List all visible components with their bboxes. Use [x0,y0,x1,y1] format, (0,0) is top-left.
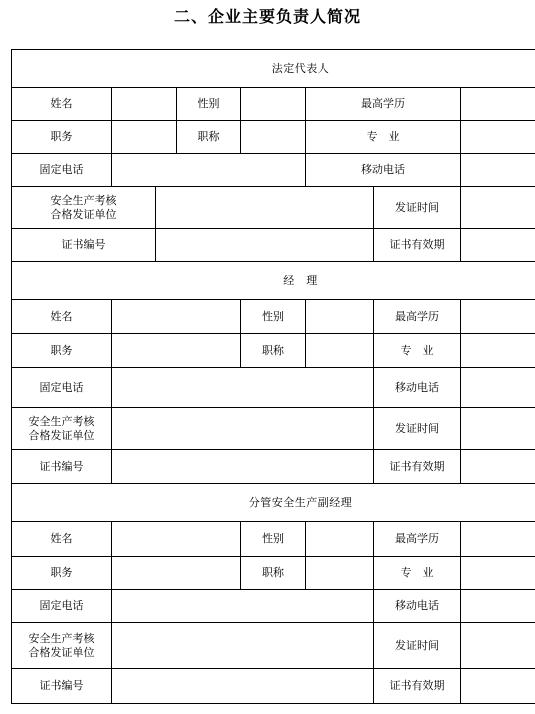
gender-field[interactable] [306,300,374,334]
validity-label: 证书有效期 [374,229,461,262]
section-header-row [12,262,535,300]
issue-date-field[interactable] [461,408,535,450]
cert-no-label: 证书编号 [12,669,112,704]
issuer-label [12,623,112,669]
table-row [12,522,535,557]
issuer-field[interactable] [112,408,374,450]
position-label: 职务 [12,334,112,368]
gender-label: 性别 [241,300,306,334]
issuer-label-line1: 安全生产考核 [50,193,117,207]
education-field[interactable] [461,300,535,334]
cert-no-label: 证书编号 [12,450,112,484]
mobile-label: 移动电话 [374,590,461,623]
landline-field[interactable] [112,154,306,187]
table-row [12,121,535,154]
validity-field[interactable] [461,229,535,262]
education-label: 最高学历 [374,522,461,557]
table-row [12,300,535,334]
section-heading-legal-rep: 法定代表人 [12,50,535,88]
position-field[interactable] [112,557,241,590]
education-field[interactable] [461,88,535,121]
issuer-label [12,408,112,450]
section-header-row [12,50,535,88]
position-field[interactable] [112,121,177,154]
landline-field[interactable] [112,590,374,623]
major-label: 专 业 [306,121,461,154]
landline-label: 固定电话 [12,154,112,187]
education-label: 最高学历 [306,88,461,121]
validity-label: 证书有效期 [374,450,461,484]
mobile-label: 移动电话 [374,368,461,408]
validity-field[interactable] [461,450,535,484]
issue-date-field[interactable] [461,623,535,669]
name-label: 姓名 [12,522,112,557]
title-label: 职称 [177,121,241,154]
issuer-label-line1: 安全生产考核 [28,414,95,428]
principal-profile-table [11,49,535,704]
issuer-label-line2: 合格发证单位 [28,428,95,442]
table-row [12,334,535,368]
issuer-label-line1: 安全生产考核 [28,631,95,645]
landline-label: 固定电话 [12,368,112,408]
issue-date-field[interactable] [461,187,535,229]
section-heading-manager: 经 理 [12,262,535,300]
cert-no-field[interactable] [112,669,374,704]
cert-no-field[interactable] [156,229,374,262]
table-row [12,450,535,484]
major-field[interactable] [461,334,535,368]
table-row [12,229,535,262]
mobile-field[interactable] [461,368,535,408]
name-label: 姓名 [12,88,112,121]
education-field[interactable] [461,522,535,557]
gender-field[interactable] [241,88,306,121]
issue-date-label: 发证时间 [374,408,461,450]
table-row [12,669,535,704]
position-field[interactable] [112,334,241,368]
gender-label: 性别 [241,522,306,557]
title-field[interactable] [241,121,306,154]
table-row [12,154,535,187]
mobile-label: 移动电话 [306,154,461,187]
issue-date-label: 发证时间 [374,187,461,229]
position-label: 职务 [12,557,112,590]
table-row [12,187,535,229]
name-field[interactable] [112,522,241,557]
title-field[interactable] [306,557,374,590]
issuer-field[interactable] [156,187,374,229]
page-title: 二、企业主要负责人简况 [173,7,361,26]
major-field[interactable] [461,557,535,590]
position-label: 职务 [12,121,112,154]
table-row [12,368,535,408]
title-field[interactable] [306,334,374,368]
mobile-field[interactable] [461,154,535,187]
issuer-label-line2: 合格发证单位 [50,207,117,221]
validity-label: 证书有效期 [374,669,461,704]
landline-field[interactable] [112,368,374,408]
landline-label: 固定电话 [12,590,112,623]
table-row [12,88,535,121]
table-row [12,557,535,590]
gender-field[interactable] [306,522,374,557]
name-field[interactable] [112,300,241,334]
major-field[interactable] [461,121,535,154]
issuer-label [12,187,156,229]
name-label: 姓名 [12,300,112,334]
section-header-row [12,484,535,522]
cert-no-label: 证书编号 [12,229,156,262]
validity-field[interactable] [461,669,535,704]
issuer-field[interactable] [112,623,374,669]
table-row [12,623,535,669]
education-label: 最高学历 [374,300,461,334]
title-label: 职称 [241,557,306,590]
table-row [12,590,535,623]
major-label: 专 业 [374,557,461,590]
issuer-label-line2: 合格发证单位 [28,645,95,659]
mobile-field[interactable] [461,590,535,623]
cert-no-field[interactable] [112,450,374,484]
issue-date-label: 发证时间 [374,623,461,669]
section-heading-deputy-manager: 分管安全生产副经理 [12,484,535,522]
title-label: 职称 [241,334,306,368]
table-row [12,408,535,450]
gender-label: 性别 [177,88,241,121]
major-label: 专 业 [374,334,461,368]
name-field[interactable] [112,88,177,121]
